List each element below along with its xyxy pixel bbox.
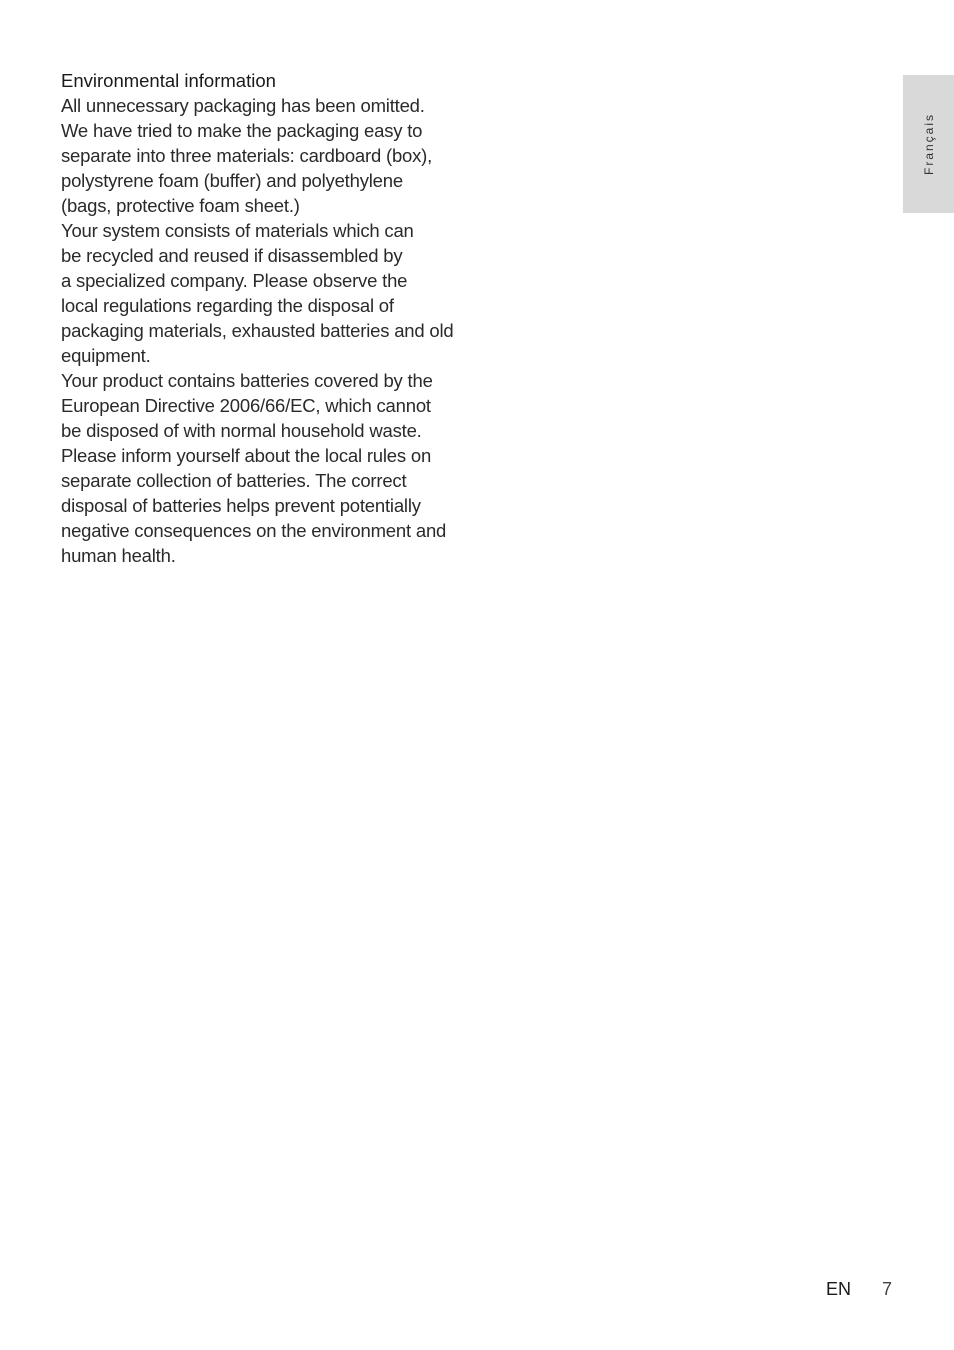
body-line: disposal of batteries helps prevent potentially [61, 495, 421, 516]
body-line: be recycled and reused if disassembled by [61, 245, 403, 266]
body-line: equipment. [61, 345, 151, 366]
body-line: Your system consists of materials which can [61, 220, 414, 241]
body-line: be disposed of with normal household waste. [61, 420, 422, 441]
environmental-information-section [61, 68, 461, 568]
body-line: All unnecessary packaging has been omitted. [61, 95, 425, 116]
body-line: Your product contains batteries covered by the [61, 370, 433, 391]
page-number: 7 [882, 1279, 893, 1299]
body-line: polystyrene foam (buffer) and polyethylene [61, 170, 403, 191]
body-line: separate collection of batteries. The correct [61, 470, 407, 491]
body-line: We have tried to make the packaging easy to [61, 120, 423, 141]
language-tab-label: Français [921, 112, 936, 176]
section-heading: Environmental information [61, 70, 276, 91]
language-tab [903, 75, 954, 213]
body-line: (bags, protective foam sheet.) [61, 195, 300, 216]
body-line: separate into three materials: cardboard (box), [61, 145, 433, 166]
body-line: packaging materials, exhausted batteries and old [61, 320, 454, 341]
body-line: Please inform yourself about the local rules on [61, 445, 432, 466]
section-body [61, 93, 461, 568]
body-line: human health. [61, 545, 176, 566]
footer-language-code: EN [826, 1279, 852, 1299]
body-line: a specialized company. Please observe the [61, 270, 408, 291]
body-line: European Directive 2006/66/EC, which cannot [61, 395, 431, 416]
body-line: local regulations regarding the disposal of [61, 295, 394, 316]
body-line: negative consequences on the environment and [61, 520, 447, 541]
